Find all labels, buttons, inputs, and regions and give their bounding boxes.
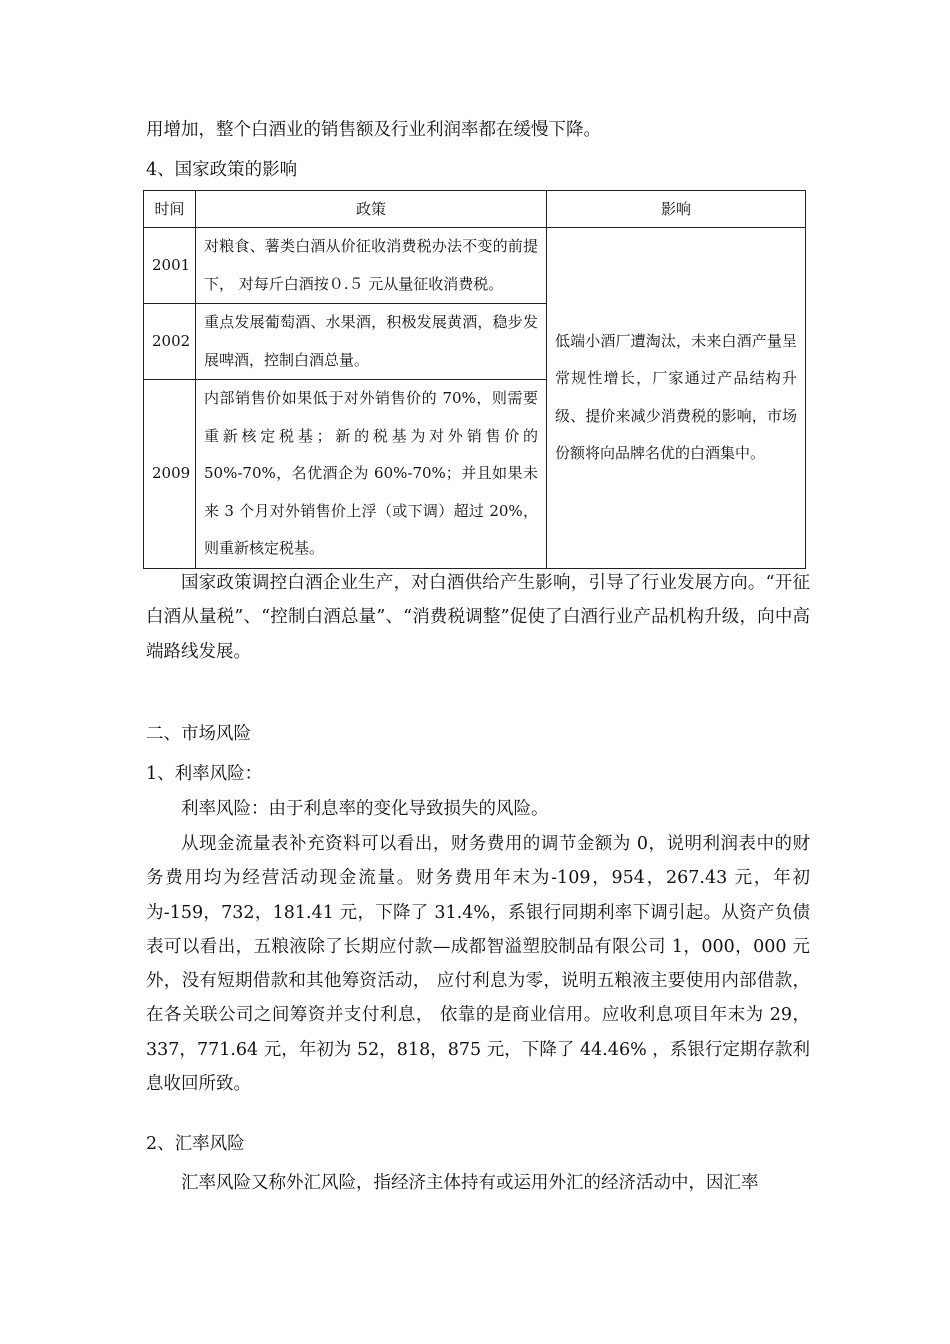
section-4-heading: 4、国家政策的影响: [146, 160, 298, 180]
table-header-row: [144, 191, 806, 228]
interest-definition-paragraph: 利率风险：由于利息率的变化导致损失的风险。: [181, 799, 549, 819]
policy-cell: 内部销售价如果低于对外销售价的 70%，则需要重新核定税基；新的税基为对外销售价的 50%-70%，名优酒企为 60%-70%；并且如果未来 3 个月对外销售价上浮（或下调）超过 20%，则重新核定税基。: [196, 380, 547, 569]
header-time: 时间: [144, 191, 196, 228]
interest-rate-heading: 1、利率风险：: [146, 764, 263, 784]
table-row: [144, 228, 806, 304]
policy-cell: 对粮食、薯类白酒从价征收消费税办法不变的前提下， 对每斤白酒按０.５ 元从量征收消费税。: [196, 228, 547, 304]
policy-cell: 重点发展葡萄酒、水果酒，积极发展黄酒，稳步发展啤酒，控制白酒总量。: [196, 304, 547, 380]
intro-line: 用增加，整个白酒业的销售额及行业利润率都在缓慢下降。: [146, 120, 601, 140]
interest-analysis-paragraph: 从现金流量表补充资料可以看出，财务费用的调节金额为 0，说明利润表中的财务费用均为经营活动现金流量。财务费用年末为-109，954，267.43 元，年初为-159，732，181.41 元，下降了 31.4%，系银行同期利率下调引起。从资产负债表可以看出，五粮液除了长期应付款—成都智溢塑胶制品有限公司 1，000，000 元外，没有短期借款和其他筹资活动， 应付利息为零，说明五粮液主要使用内部借款，在各关联公司之间筹资并支付利息， 依靠的是商业信用。应收利息项目年末为 29，337，771.64 元，年初为 52，818，875 元，下降了 44.46% ，系银行定期存款利息收回所致。: [146, 834, 810, 1095]
policy-summary-paragraph: 国家政策调控白酒企业生产，对白酒供给产生影响，引导了行业发展方向。“开征白酒从量税”、“控制白酒总量”、“消费税调整”促使了白酒行业产品机构升级，向中高端路线发展。: [146, 573, 810, 662]
year-cell: 2001: [144, 228, 196, 304]
year-cell: 2009: [144, 380, 196, 569]
header-policy: 政策: [196, 191, 547, 228]
header-impact: 影响: [547, 191, 806, 228]
exchange-rate-heading: 2、汇率风险: [146, 1134, 245, 1154]
year-cell: 2002: [144, 304, 196, 380]
exchange-rate-paragraph: 汇率风险又称外汇风险，指经济主体持有或运用外汇的经济活动中，因汇率: [181, 1173, 759, 1193]
policy-table: [143, 190, 806, 569]
impact-cell: 低端小酒厂遭淘汰，未来白酒产量呈常规性增长，厂家通过产品结构升级、提价来减少消费税的影响，市场份额将向品牌名优的白酒集中。: [547, 228, 806, 569]
market-risk-heading: 二、市场风险: [146, 724, 251, 744]
